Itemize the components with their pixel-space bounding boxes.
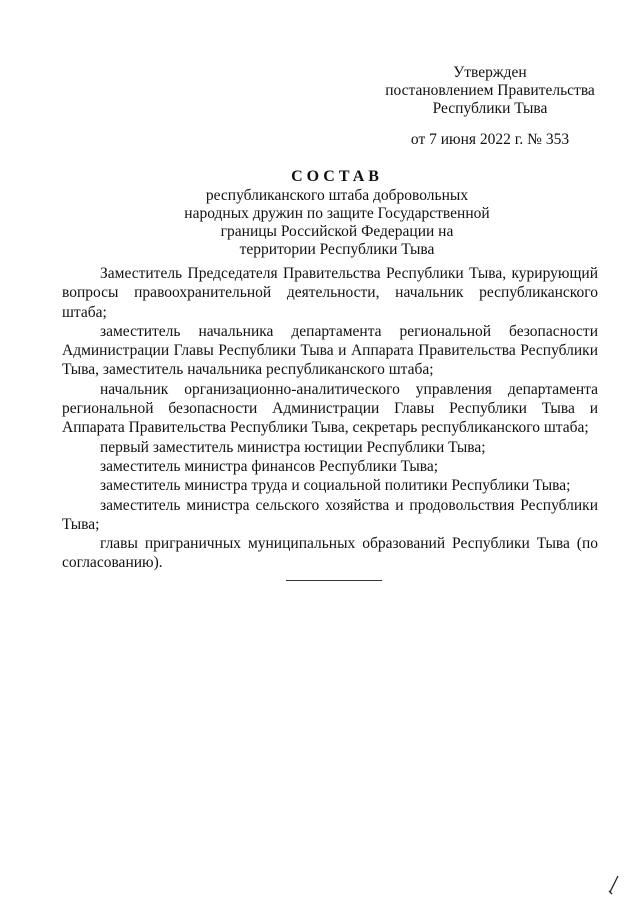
member-item: начальник организационно-аналитического управления департамента региональной безопасности Администрации Главы Республики Тыва и Аппарата Правительства Республики Тыва, секретарь республиканского штаба; — [62, 380, 598, 437]
pen-mark-icon — [606, 874, 620, 896]
document-title — [120, 168, 554, 259]
approval-line-2: постановлением Правительства — [385, 82, 595, 99]
approval-line-3: Республики Тыва — [432, 100, 548, 117]
member-item: заместитель начальника департамента региональной безопасности Администрации Главы Республики Тыва и Аппарата Правительства Республики Тыва, заместитель начальника республиканского штаба; — [62, 322, 598, 379]
end-divider-line — [286, 580, 382, 581]
member-item: заместитель министра сельского хозяйства и продовольствия Республики Тыва; — [62, 496, 598, 533]
member-item: заместитель министра труда и социальной политики Республики Тыва; — [100, 477, 571, 495]
member-item: заместитель министра финансов Республики Тыва; — [100, 457, 439, 475]
approval-date: от 7 июня 2022 г. № 353 — [410, 131, 570, 148]
approval-stamp — [380, 64, 600, 149]
members-list — [62, 264, 598, 573]
title-subline-2: народных дружин по защите Государственной — [184, 205, 490, 222]
title-subline-1: республиканского штаба добровольных — [205, 187, 469, 204]
member-item: Заместитель Председателя Правительства Республики Тыва, курирующий вопросы правоохранительной деятельности, начальник республиканского штаба; — [62, 265, 598, 321]
member-item: главы приграничных муниципальных образований Республики Тыва (по согласованию). — [62, 535, 598, 572]
approval-line-1: Утвержден — [453, 64, 527, 81]
title-heading: СОСТАВ — [291, 168, 383, 185]
title-subline-4: территории Республики Тыва — [239, 241, 435, 258]
member-item: первый заместитель министра юстиции Республики Тыва; — [100, 438, 486, 456]
title-subline-3: границы Российской Федерации на — [220, 223, 454, 240]
